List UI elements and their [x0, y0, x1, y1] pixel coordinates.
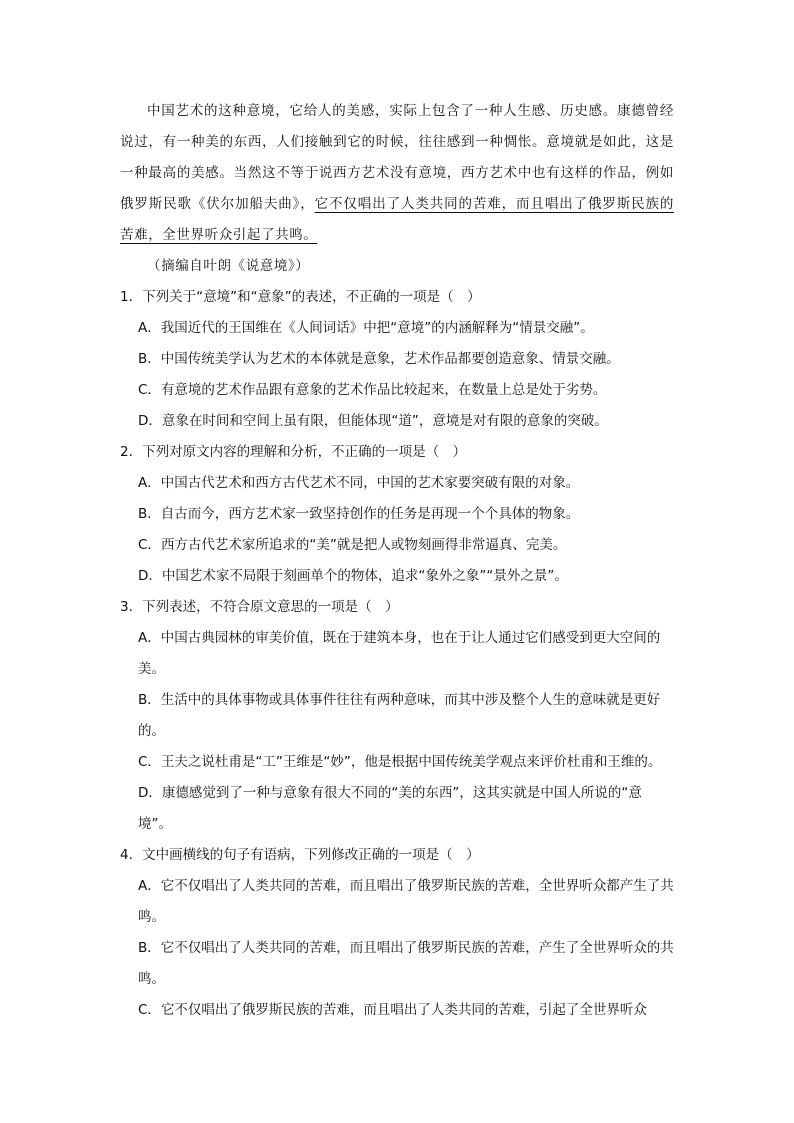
question-2: [120, 437, 674, 592]
option-label: C．: [138, 537, 161, 553]
option-b: [120, 933, 674, 995]
option-d: [120, 561, 674, 592]
option-label: B．: [138, 940, 161, 956]
question-3: [120, 592, 674, 840]
option-label: B．: [138, 506, 161, 522]
option-label: D．: [138, 785, 162, 801]
option-c: [120, 375, 674, 406]
option-text: 生活中的具体事物或具体事件往往有两种意味，而其中涉及整个人生的意味就是更好的。: [138, 692, 661, 739]
option-label: A．: [138, 475, 161, 491]
question-stem: 3．下列表述，不符合原文意思的一项是（ ）: [120, 599, 399, 615]
option-label: C．: [138, 382, 161, 398]
option-c: [120, 530, 674, 561]
option-label: D．: [138, 568, 162, 584]
option-c: [120, 995, 674, 1026]
option-text: 中国古代艺术和西方古代艺术不同，中国的艺术家要突破有限的对象。: [160, 475, 580, 491]
option-label: B．: [138, 692, 161, 708]
option-label: C．: [138, 754, 161, 770]
option-text: 它不仅唱出了人类共同的苦难，而且唱出了俄罗斯民族的苦难，全世界听众都产生了共鸣。: [138, 878, 674, 925]
option-text: 中国艺术家不局限于刻画单个的物体，追求“象外之象”“景外之景”。: [161, 568, 568, 584]
option-label: A．: [138, 630, 161, 646]
option-a: [120, 468, 674, 499]
option-b: [120, 344, 674, 375]
option-text: 中国传统美学认为艺术的本体就是意象，艺术作品都要创造意象、情景交融。: [160, 351, 620, 367]
option-a: [120, 871, 674, 933]
passage-source: （摘编自叶朗《说意境》）: [147, 258, 310, 274]
option-c: [120, 747, 674, 778]
reading-passage: [120, 96, 674, 282]
question-4: [120, 840, 674, 1026]
option-text: 中国古典园林的审美价值，既在于建筑本身，也在于让人通过它们感受到更大空间的美。: [138, 630, 661, 677]
option-label: B．: [138, 351, 161, 367]
option-text: 王夫之说杜甫是“工”王维是“妙”，他是根据中国传统美学观点来评价杜甫和王维的。: [160, 754, 662, 770]
option-b: [120, 685, 674, 747]
passage-text: 中国艺术的这种意境，它给人的美感，实际上包含了一种人生感、历史感。康德曾经说过，有一种美的东西，人们接触到它的时候，往往感到一种惆怅。意境就是如此，这是一种最高的美感。当然这不等于说西方艺术没有意境，西方艺术中也有这样的作品，例如俄罗斯民歌《伏尔加船夫曲》，: [120, 103, 674, 212]
question-1: [120, 282, 674, 437]
option-a: [120, 623, 674, 685]
option-text: 我国近代的王国维在《人间词话》中把“意境”的内涵解释为“情景交融”。: [160, 320, 594, 336]
option-label: A．: [138, 878, 161, 894]
option-text: 自古而今，西方艺术家一致坚持创作的任务是再现一个个具体的物象。: [160, 506, 580, 522]
option-text: 意象在时间和空间上虽有限，但能体现“道”，意境是对有限的意象的突破。: [161, 413, 608, 429]
option-text: 有意境的艺术作品跟有意象的艺术作品比较起来，在数量上总是处于劣势。: [160, 382, 607, 398]
question-stem: 4．文中画横线的句子有语病，下列修改正确的一项是（ ）: [120, 847, 480, 863]
option-label: C．: [138, 1002, 161, 1018]
passage-paragraph: [120, 96, 674, 251]
option-text: 西方古代艺术家所追求的“美”就是把人或物刻画得非常逼真、完美。: [160, 537, 567, 553]
option-text: 康德感觉到了一种与意象有很大不同的“美的东西”，这其实就是中国人所说的“意境”。: [138, 785, 642, 832]
option-a: [120, 313, 674, 344]
option-b: [120, 499, 674, 530]
option-label: D．: [138, 413, 162, 429]
option-text: 它不仅唱出了人类共同的苦难，而且唱出了俄罗斯民族的苦难，产生了全世界听众的共鸣。: [138, 940, 674, 987]
question-stem: 1．下列关于“意境”和“意象”的表述，不正确的一项是（ ）: [120, 289, 481, 305]
option-d: [120, 406, 674, 437]
question-stem: 2．下列对原文内容的理解和分析，不正确的一项是（ ）: [120, 444, 467, 460]
option-text: 它不仅唱出了俄罗斯民族的苦难，而且唱出了人类共同的苦难，引起了全世界听众: [160, 1002, 647, 1018]
option-d: [120, 778, 674, 840]
option-label: A．: [138, 320, 161, 336]
underlined-sentence: 它不仅唱出了人类共同的苦难，而且唱出了俄罗斯民族的苦难，全世界听众引起了共鸣。: [120, 196, 675, 243]
